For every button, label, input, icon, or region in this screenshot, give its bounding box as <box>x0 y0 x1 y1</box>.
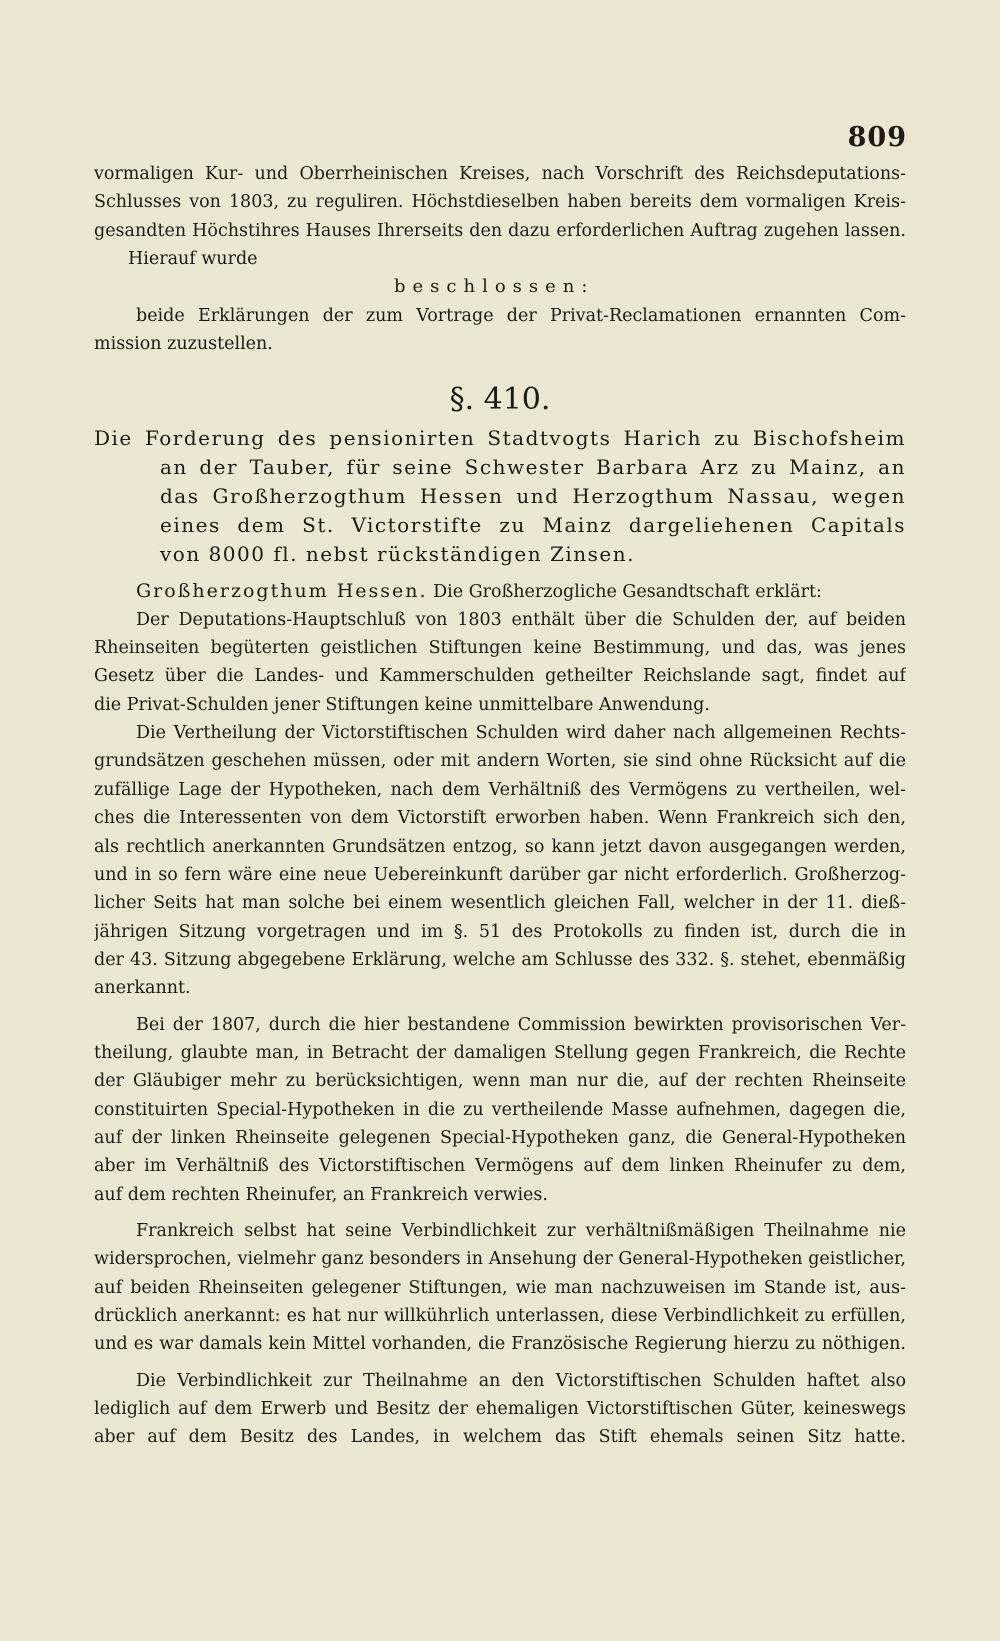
text-line: Schlusses von 1803, zu reguliren. Höchstdieselben haben bereits dem vormaligen Kreis- <box>94 192 906 213</box>
text-line: Gesetz über die Landes- und Kammerschulden getheilter Reichslande sagt, findet auf <box>94 666 906 687</box>
text-line: ches die Interessenten von dem Victorstift erworben haben. Wenn Frankreich sich den, <box>94 808 906 829</box>
section-title-line: eines dem St. Victorstifte zu Mainz dargeliehenen Capitals <box>160 513 906 538</box>
text-line: licher Seits hat man solche bei einem wesentlich gleichen Fall, welcher in der 11. dieß- <box>94 893 906 914</box>
text-line: Der Deputations-Hauptschluß von 1803 enthält über die Schulden der, auf beiden <box>136 609 906 630</box>
text-line: gesandten Höchstihres Hauses Ihrerseits den dazu erforderlichen Auftrag zugehen lassen. <box>94 220 906 241</box>
text-line: auf beiden Rheinseiten gelegener Stiftungen, wie man nachzuweisen im Stande ist, aus- <box>94 1277 906 1298</box>
resolution-heading: beschlossen: <box>394 276 595 298</box>
text-line: Die Verbindlichkeit zur Theilnahme an den Victorstiftischen Schulden haftet also <box>136 1370 906 1391</box>
text-line: constituirten Special-Hypotheken in die zu vertheilende Masse aufnehmen, dagegen die, <box>94 1099 906 1120</box>
page-body <box>94 160 906 1452</box>
text-line: Bei der 1807, durch die hier bestandene Commission bewirkten provisorischen Ver- <box>136 1014 906 1035</box>
text-line: aber im Verhältniß des Victorstiftischen Vermögens auf dem linken Rheinufer zu dem, <box>94 1156 906 1177</box>
section-title-line: Die Forderung des pensionirten Stadtvogts Harich zu Bischofsheim <box>94 426 906 451</box>
text-line: Frankreich selbst hat seine Verbindlichkeit zur verhältnißmäßigen Theilnahme nie <box>136 1220 906 1241</box>
text-line: widersprochen, vielmehr ganz besonders in Ansehung der General-Hypotheken geistlicher, <box>94 1249 906 1270</box>
text-line: und in so fern wäre eine neue Uebereinkunft darüber gar nicht erforderlich. Großherzog- <box>94 864 906 885</box>
page-number: 809 <box>847 122 907 153</box>
text-line: drücklich anerkannt: es hat nur willkührlich unterlassen, diese Verbindlichkeit zu erfüllen, <box>94 1306 906 1326</box>
text-line: auf der linken Rheinseite gelegenen Special-Hypotheken ganz, die General-Hypotheken <box>94 1127 906 1148</box>
text-line: Hierauf wurde <box>128 249 258 270</box>
text-line: mission zuzustellen. <box>94 334 273 355</box>
declaration-intro: Die Großherzogliche Gesandtschaft erklärt: <box>433 582 822 603</box>
text-line: beide Erklärungen der zum Vortrage der Privat-Reclamationen ernannten Com- <box>136 305 906 326</box>
text-line: vormaligen Kur- und Oberrheinischen Kreises, nach Vorschrift des Reichsdeputations- <box>94 164 906 184</box>
section-number: §. 410. <box>449 382 551 418</box>
text-line: theilung, glaubte man, in Betracht der damaligen Stellung gegen Frankreich, die Rechte <box>94 1042 906 1063</box>
section-title-line: an der Tauber, für seine Schwester Barbara Arz zu Mainz, an <box>160 455 906 480</box>
text-line: und es war damals kein Mittel vorhanden, die Französische Regierung hierzu zu nöthigen. <box>94 1334 906 1355</box>
text-line: der Gläubiger mehr zu berücksichtigen, wenn man nur die, auf der rechten Rheinseite <box>94 1071 906 1092</box>
text-line: als rechtlich anerkannten Grundsätzen entzog, so kann jetzt davon ausgegangen werden, <box>94 836 906 857</box>
text-line: die Privat-Schulden jener Stiftungen keine unmittelbare Anwendung. <box>94 694 710 715</box>
text-line: Rheinseiten begüterten geistlichen Stiftungen keine Bestimmung, und das, was jenes <box>94 638 906 659</box>
text-line: auf dem rechten Rheinufer, an Frankreich verwies. <box>94 1184 548 1205</box>
text-line: Die Vertheilung der Victorstiftischen Schulden wird daher nach allgemeinen Rechts- <box>136 723 906 744</box>
section-title-line: das Großherzogthum Hessen und Herzogthum Nassau, wegen <box>160 484 906 509</box>
text-line: grundsätzen geschehen müssen, oder mit andern Worten, sie sind ohne Rücksicht auf die <box>94 751 906 772</box>
text-line: der 43. Sitzung abgegebene Erklärung, welche am Schlusse des 332. §. stehet, ebenmäßig <box>94 949 906 970</box>
state-heading-line <box>94 577 906 605</box>
text-line: lediglich auf dem Erwerb und Besitz der ehemaligen Victorstiftischen Güter, keineswegs <box>94 1399 906 1420</box>
text-line: jährigen Sitzung vorgetragen und im §. 51 des Protokolls zu finden ist, durch die in <box>94 921 906 942</box>
section-title-line: von 8000 fl. nebst rückständigen Zinsen. <box>160 542 635 567</box>
text-line: zufällige Lage der Hypotheken, nach dem Verhältniß des Vermögens zu vertheilen, wel- <box>94 779 906 800</box>
state-heading: Großherzogthum Hessen. <box>136 580 428 603</box>
text-line: anerkannt. <box>94 978 191 999</box>
text-line: aber auf dem Besitz des Landes, in welchem das Stift ehemals seinen Sitz hatte. <box>94 1427 906 1448</box>
